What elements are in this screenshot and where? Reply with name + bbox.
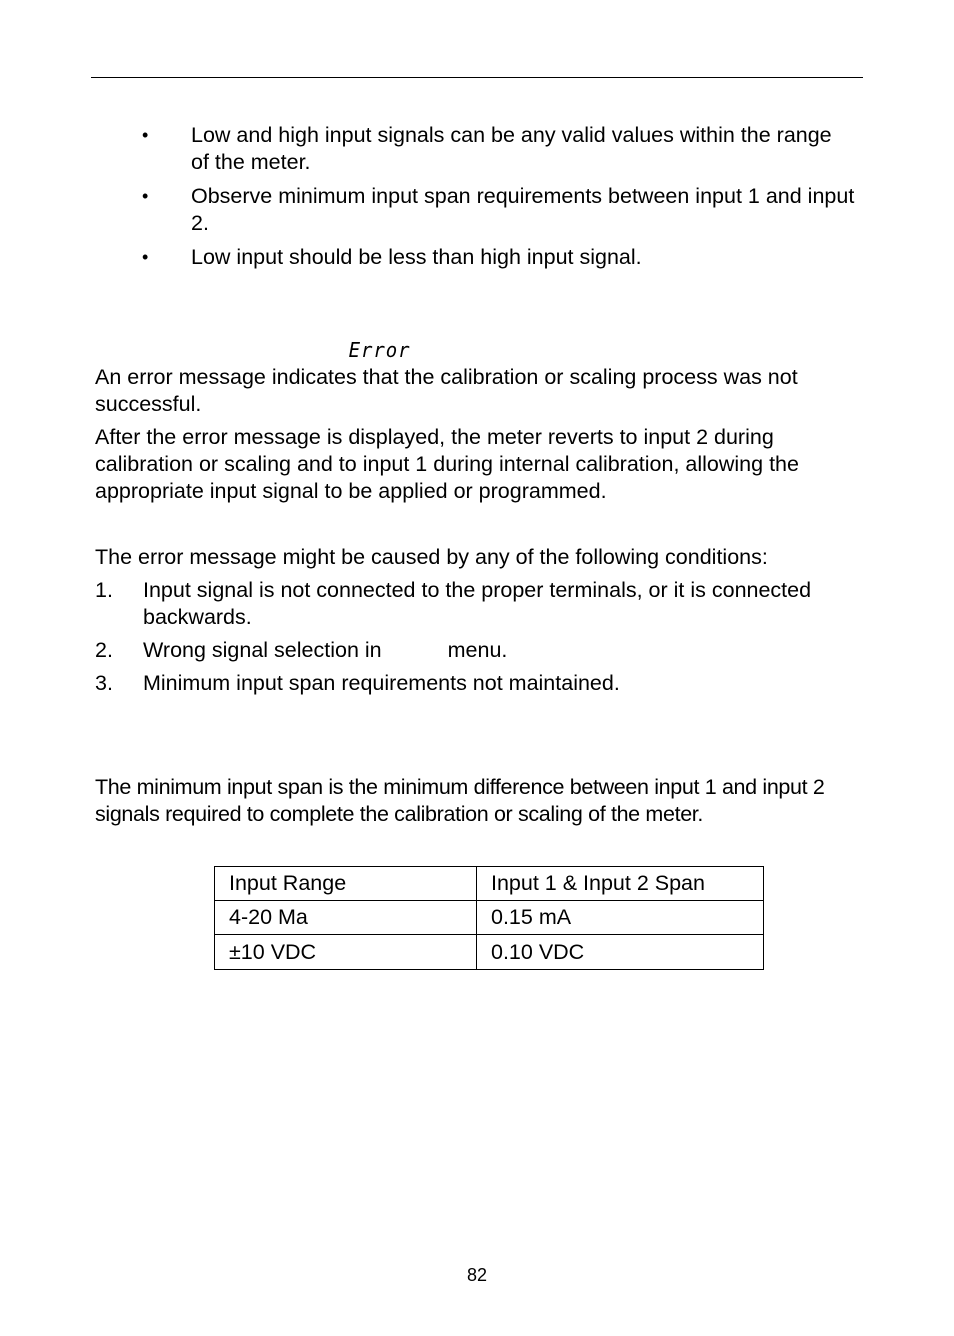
- header-rule: [91, 77, 863, 78]
- table-cell: ±10 VDC: [215, 935, 477, 970]
- condition-text: Input signal is not connected to the proper terminals, or it is connected backwards.: [143, 578, 812, 629]
- error-paragraph: An error message indicates that the calibration or scaling process was not successful.: [95, 365, 798, 416]
- bullet-text: Low input should be less than high input signal.: [191, 245, 642, 269]
- list-item: [95, 670, 855, 697]
- table-header-row: [215, 867, 764, 901]
- item-number: 2.: [95, 638, 113, 662]
- list-item: [95, 183, 855, 237]
- conditions-intro: The error message might be caused by any of the following conditions:: [95, 545, 768, 569]
- list-item: [95, 637, 855, 664]
- item-number: 1.: [95, 578, 113, 602]
- bullet-icon: •: [142, 247, 149, 267]
- condition-text-tail: menu.: [447, 638, 508, 662]
- input-span-table: [214, 866, 764, 970]
- bullet-text: Observe minimum input span requirements between input 1 and input 2.: [191, 184, 855, 235]
- table-cell: 0.10 VDC: [477, 935, 764, 970]
- table-cell: 4-20 Ma: [215, 901, 477, 935]
- column-header: Input Range: [215, 867, 477, 901]
- table-row: [215, 935, 764, 970]
- requirements-bullet-list: [95, 122, 855, 278]
- conditions-list: [95, 577, 855, 703]
- page-number: 82: [466, 1265, 488, 1285]
- bullet-icon: •: [142, 125, 149, 145]
- table-row: [215, 901, 764, 935]
- list-item: [95, 244, 855, 271]
- revert-paragraph: After the error message is displayed, the meter reverts to input 2 during calibration or scaling and to input 1 during internal calibration, allowing the appropriate input signal to be applied or programmed.: [95, 425, 799, 503]
- bullet-icon: •: [142, 186, 149, 206]
- table-cell: 0.15 mA: [477, 901, 764, 935]
- column-header: Input 1 & Input 2 Span: [477, 867, 764, 901]
- list-item: [95, 577, 855, 631]
- list-item: [95, 122, 855, 176]
- error-display-label: Error: [348, 338, 411, 362]
- min-span-paragraph: The minimum input span is the minimum difference between input 1 and input 2 signals required to complete the calibration or scaling of the meter.: [95, 775, 825, 826]
- condition-text: Wrong signal selection in: [143, 638, 382, 662]
- item-number: 3.: [95, 671, 113, 695]
- condition-text: Minimum input span requirements not maintained.: [143, 671, 620, 695]
- bullet-text: Low and high input signals can be any valid values within the range of the meter.: [191, 123, 832, 174]
